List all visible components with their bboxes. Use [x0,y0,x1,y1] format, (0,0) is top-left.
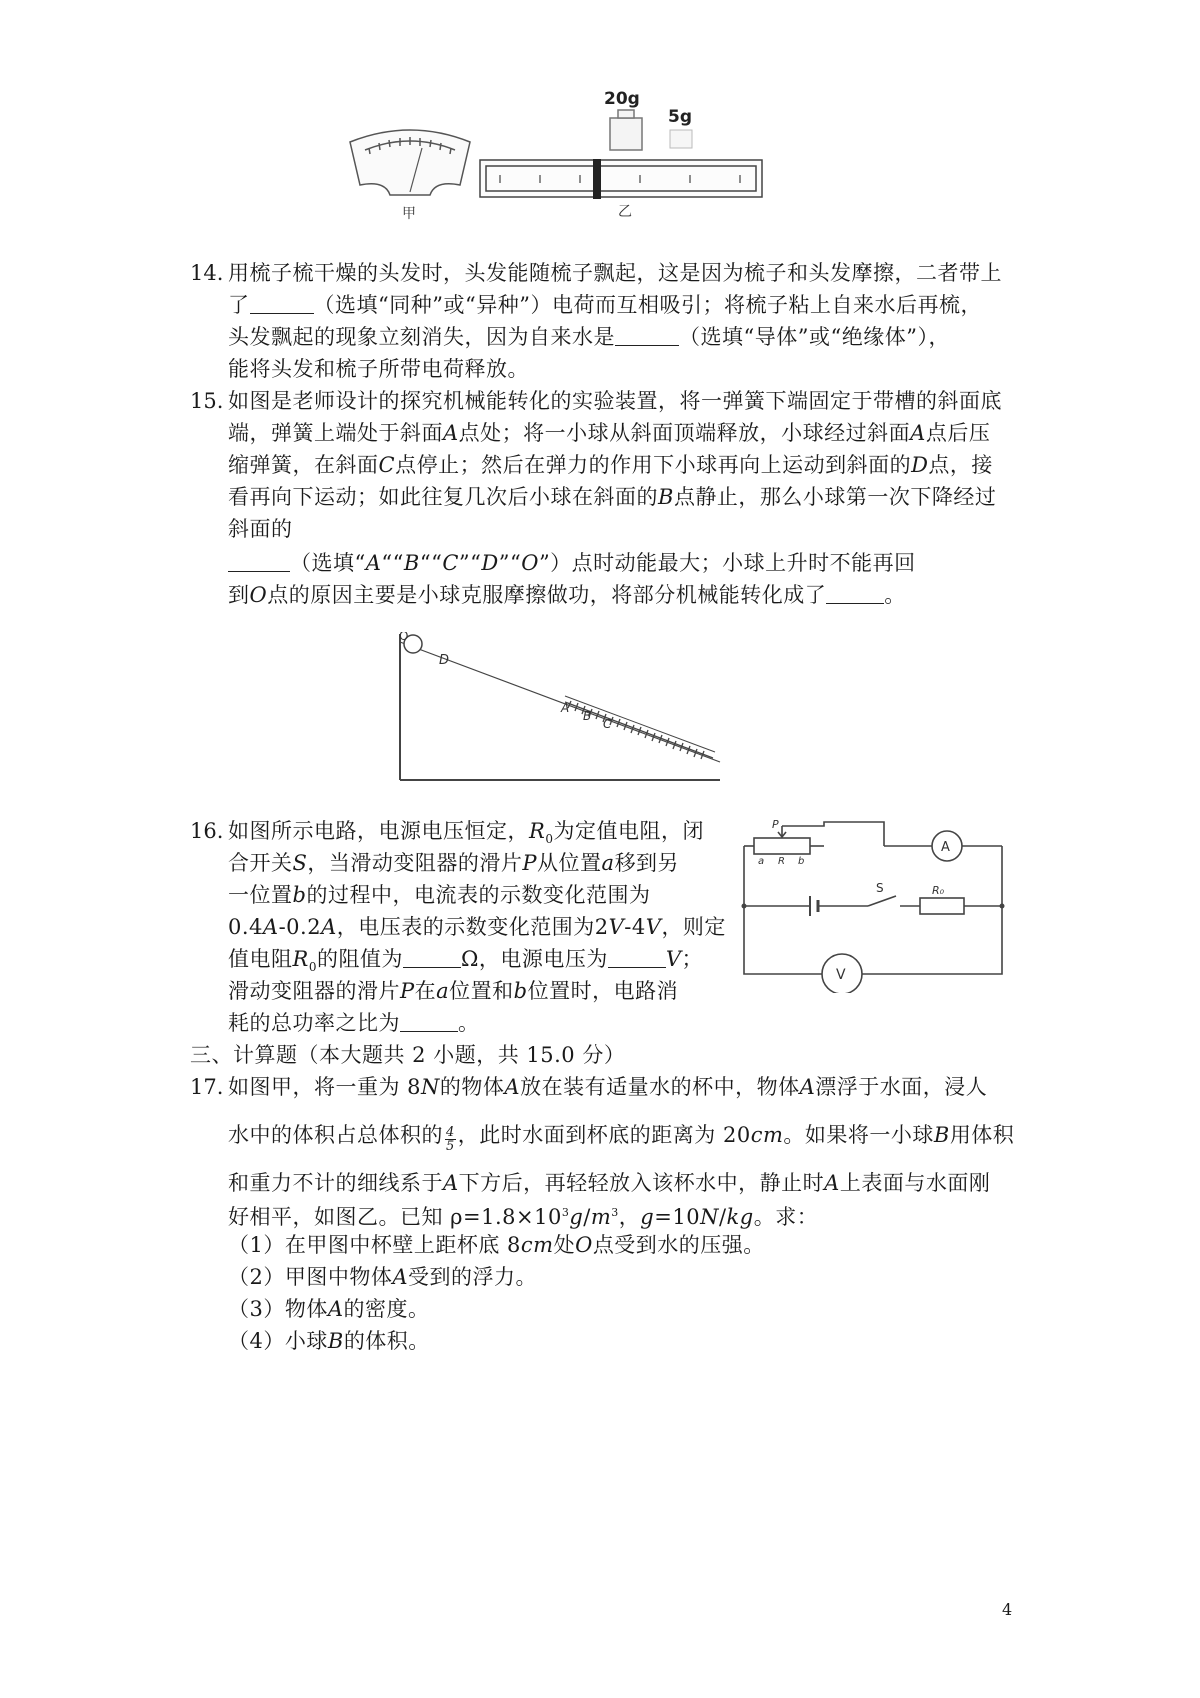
q15-var-c: C [378,453,396,477]
q16-blank1[interactable] [403,947,461,968]
incline-label-a: A [561,701,570,715]
q15-text7b: 点的原因主要是小球克服摩擦做功，将部分机械能转化成了 [267,583,827,607]
q15-line1 [228,386,1002,416]
weight-5g [670,130,692,148]
q17-sub1-a: （1）在甲图中杯壁上距杯底 8 [228,1233,521,1257]
fraction-4-5 [445,1126,456,1153]
q17-sub1 [228,1230,765,1260]
slider-arrow [778,826,786,837]
ruler-rider [593,159,601,199]
incline-label-o: O [399,632,409,643]
resistor-r0 [920,898,964,914]
section3-heading: 三、计算题（本大题共 2 小题，共 15.0 分） [190,1043,626,1067]
q17-sup-3b: 3 [611,1206,619,1219]
q16-text4d: -4 [624,915,646,939]
q15-text2b: 点处；将一小球从斜面顶端释放，小球经过斜面 [458,421,911,445]
q16-var-b2: b [513,979,528,1003]
q16-unit-v3: V [665,947,682,971]
q16-line3 [228,880,650,910]
q16-text6a: 滑动变阻器的滑片 [228,979,400,1003]
switch-label: S [876,881,884,895]
q15-opt-d: D [481,551,499,575]
q17-text1b: 的物体 [439,1075,505,1099]
q17-var-g: g [640,1205,655,1229]
circuit-label-a: a [758,856,765,867]
q16-text2d: 移到另 [614,851,680,875]
q15-text3a: 缩弹簧，在斜面 [228,453,379,477]
q17-text2b: ，此时水面到杯底的距离为 20 [457,1123,751,1147]
q14-text1: 用梳子梳干燥的头发时，头发能随梳子飘起，这是因为梳子和头发摩擦，二者带上 [228,261,1002,285]
label-jia: 甲 [402,206,416,222]
q16-line7 [228,1008,480,1038]
q16-text2b: ，当滑动变阻器的滑片 [307,851,523,875]
q15-blank2[interactable] [826,583,884,604]
q16-sub-0: 0 [545,832,554,847]
q15-var-o: O [249,583,268,607]
q17-line1 [228,1072,987,1102]
weight-5g-label: 5g [668,107,692,127]
q17-var-a3: A [443,1171,459,1195]
q15-text6e: ”“ [498,551,522,575]
q16-text1b: 为定值电阻，闭 [553,819,704,843]
q15-opt-o: O [521,551,539,575]
q14-line4 [228,354,529,384]
q16-text6d: 位置时，电路消 [527,979,679,1003]
q14-text2b: （选填“同种”或“异种”）电荷而互相吸引；将梳子粘上自来水后再梳， [313,293,982,317]
q17-text1c: 放在装有适量水的杯中，物体 [520,1075,800,1099]
q16-var-a: a [601,851,615,875]
q15-text6a: （选填“ [290,551,366,575]
voltmeter-label: V [836,967,846,983]
q15-opt-b: B [403,551,420,575]
q17-text2d: 用体积 [949,1123,1015,1147]
q14-text4: 能将头发和梳子所带电荷释放。 [228,357,529,381]
q17-number: 17. [190,1075,224,1099]
q17-text4c: =10 [654,1205,701,1229]
label-yi: 乙 [618,204,632,220]
q16-text4b: -0.2 [278,915,322,939]
q15-text6d: ”“ [458,551,482,575]
q17-sub1-b: 处 [553,1233,576,1257]
q17-var-a2: A [799,1075,816,1099]
q17-var-b: B [933,1123,950,1147]
q14-text2a: 了 [228,293,250,317]
q15-text4a: 看再向下运动；如此往复几次后小球在斜面的 [228,485,658,509]
q16-var-p2: P [400,979,415,1003]
q14-blank1[interactable] [250,293,314,314]
q17-slash2: / [718,1205,727,1229]
q16-text3a: 一位置 [228,883,293,907]
q16-text5b: 的阻值为 [316,947,403,971]
q15-var-b: B [658,485,674,509]
figure-circuit [740,818,1010,993]
q15-line6 [228,548,916,578]
q15-text3b: 点停止；然后在弹力的作用下小球再向上运动到斜面的 [395,453,912,477]
q16-text6c: 位置和 [449,979,514,1003]
q17-unit-m: m [590,1205,612,1229]
q14-text3a: 头发飘起的现象立刻消失，因为自来水是 [228,325,615,349]
q16-text4e: ，则定 [661,915,726,939]
q17-line3 [228,1168,990,1198]
q15-text7c: 。 [884,583,906,607]
q17-line4 [228,1198,818,1232]
q16-var-r0b: R [292,947,309,971]
q15-text2c: 点后压 [925,421,991,445]
q14-blank2[interactable] [615,325,679,346]
q17-unit-g: g [569,1205,584,1229]
q15-text6b: ““ [381,551,404,575]
weight-20g [610,110,642,150]
q14-text3b: （选填“导体”或“绝缘体”）， [679,325,950,349]
q17-sub1-c: 点受到水的压强。 [592,1233,765,1257]
q15-opt-c: C [442,551,459,575]
q17-line2 [228,1120,1014,1153]
incline-label-d: D [439,653,450,668]
q17-text3b: 下方后，再轻轻放入该杯水中，静止时 [458,1171,825,1195]
q16-line6 [228,976,678,1006]
q17-text1a: 如图甲，将一重为 8 [228,1075,422,1099]
q14-line3 [228,322,950,352]
q15-line5 [228,514,293,544]
q16-text7b: 。 [458,1011,480,1035]
q15-text6c: ““ [419,551,443,575]
q17-unit-cm: cm [750,1123,784,1147]
weight-20g-label: 20g [604,89,640,109]
q15-line3 [228,450,993,480]
fraction-denominator: 5 [446,1139,455,1154]
q17-text3c: 上表面与水面刚 [839,1171,991,1195]
q16-blank2[interactable] [608,947,666,968]
switch-blade [868,896,896,906]
q17-var-o: O [575,1233,593,1257]
q15-line4 [228,482,996,512]
spring [565,696,715,759]
q17-var-a6: A [327,1297,344,1321]
q17-sub4 [228,1326,430,1356]
resistor-label: R₀ [932,884,945,897]
q14-line2 [228,290,982,320]
wire-right [862,846,1002,974]
q17-slash: / [583,1205,591,1229]
q16-line4 [228,912,726,942]
incline-label-c: C [603,717,612,731]
q17-sub2 [228,1262,537,1292]
q17-var-b2: B [327,1329,344,1353]
scale-dial-jia [350,130,470,195]
q17-text3a: 和重力不计的细线系于 [228,1171,443,1195]
q15-var-d: D [911,453,929,477]
q15-text2a: 端，弹簧上端处于斜面 [228,421,443,445]
q15-line7 [228,580,906,610]
page-number: 4 [1002,1600,1013,1619]
q16-text1a: 如图所示电路，电源电压恒定， [228,819,529,843]
q14-line1 [228,258,1002,288]
q17-sub2-b: 受到的浮力。 [408,1265,538,1289]
q16-text6b: 在 [414,979,437,1003]
ammeter-label: A [941,840,950,855]
q16-line2 [228,848,679,878]
junction-left [742,904,747,909]
q17-sub4-a: （4）小球 [228,1329,328,1353]
q17-text4a: 好相平，如图乙。已知 ρ=1.8×10 [228,1205,562,1229]
q16-text2c: 从位置 [537,851,602,875]
q16-sub-0b: 0 [308,960,317,975]
q17-var-a4: A [824,1171,840,1195]
q16-var-s: S [292,851,308,875]
ruler-yi [480,160,762,197]
q16-text4c: ，电压表的示数变化范围为2 [336,915,609,939]
q15-text3c: 点，接 [928,453,993,477]
q16-text3b: 的过程中，电流表的示数变化范围为 [306,883,651,907]
q16-var-p: P [522,851,538,875]
q15-line2 [228,418,990,448]
q16-blank3[interactable] [400,1011,458,1032]
q16-text7a: 耗的总功率之比为 [228,1011,400,1035]
q15-blank1[interactable] [228,551,290,572]
figure-balance [340,80,780,230]
q16-unit-a1: A [262,915,279,939]
junction-right [1000,904,1005,909]
rheostat [754,838,810,854]
q17-sub3 [228,1294,430,1324]
q15-number: 15. [190,389,224,413]
q17-unit-n: N [421,1075,440,1099]
q17-unit-n2: N [700,1205,719,1229]
q17-text1d: 漂浮于水面，浸人 [815,1075,988,1099]
q15-text7a: 到 [228,583,250,607]
q17-text4d: 。求： [753,1205,819,1229]
q17-text2a: 水中的体积占总体积的 [228,1123,443,1147]
q16-unit-v2: V [645,915,662,939]
circuit-label-b: b [798,856,805,867]
q16-var-r0: R [529,819,546,843]
q16-text5c: Ω，电源电压为 [460,947,608,971]
incline-label-b: B [583,709,592,723]
q17-sub3-b: 的密度。 [343,1297,430,1321]
q15-text5: 斜面的 [228,517,293,541]
q16-text2a: 合开关 [228,851,293,875]
q17-sup-3: 3 [561,1206,570,1219]
q17-text2c: 。如果将一小球 [783,1123,934,1147]
q17-text4b: ， [618,1205,641,1229]
q17-sub3-a: （3）物体 [228,1297,328,1321]
q16-text5d: ； [681,947,704,971]
q17-sub4-b: 的体积。 [343,1329,430,1353]
q15-text1: 如图是老师设计的探究机械能转化的实验装置，将一弹簧下端固定于带槽的斜面底 [228,389,1002,413]
q16-number: 16. [190,819,224,843]
q16-var-a2: a [436,979,450,1003]
slider-wire [782,822,884,846]
q16-text5a: 值电阻 [228,947,293,971]
q17-unit-kg: kg [726,1205,754,1229]
q15-text4b: 点静止，那么小球第一次下降经过 [673,485,997,509]
q16-unit-a2: A [321,915,337,939]
circuit-label-r: R [778,856,785,867]
q17-var-a5: A [392,1265,409,1289]
q16-text4a: 0.4 [228,915,263,939]
circuit-label-p: P [772,818,779,831]
q17-unit-cm2: cm [520,1233,554,1257]
q15-text6f: ”）点时动能最大；小球上升时不能再回 [538,551,916,575]
q15-var-a2: A [910,421,926,445]
q16-unit-v1: V [608,915,625,939]
figure-incline [395,632,755,782]
q17-sub2-a: （2）甲图中物体 [228,1265,393,1289]
q15-var-a1: A [443,421,459,445]
q15-opt-a: A [365,551,382,575]
q17-var-a1: A [504,1075,521,1099]
q16-var-b: b [292,883,307,907]
q14-number: 14. [190,261,224,285]
fraction-numerator: 4 [446,1125,455,1140]
